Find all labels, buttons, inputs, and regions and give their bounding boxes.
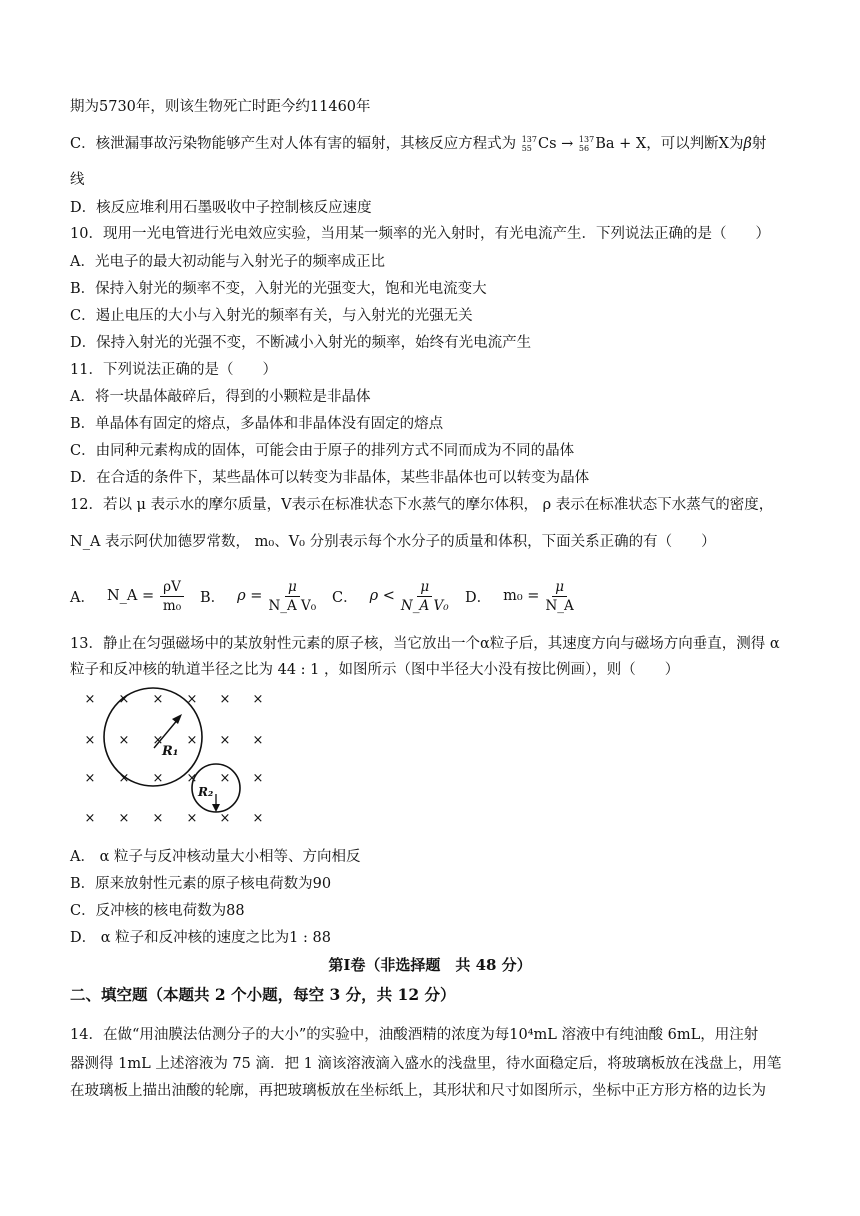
denominator: N_A V₀ <box>268 597 317 614</box>
question-14: 14．在做“用油膜法估测分子的大小”的实验中，油酸酒精的浓度为每10⁴mL 溶液中有纯油酸 6mL，用注射 <box>70 1027 759 1043</box>
field-cross-mark: × <box>84 733 96 748</box>
fraction <box>545 578 573 615</box>
field-cross-mark: × <box>186 692 198 707</box>
field-cross-mark: × <box>219 692 231 707</box>
field-cross-mark: × <box>118 733 130 748</box>
denominator: N_A <box>545 597 574 614</box>
text-segment: C．核泄漏事故污染物能够产生对人体有害的辐射，其核反应方程式为 <box>70 136 517 152</box>
text-segment: ，可以判断X为 <box>646 136 744 152</box>
field-cross-mark: × <box>84 692 96 707</box>
field-cross-mark: × <box>252 771 264 786</box>
field-cross-mark: × <box>252 811 264 826</box>
denominator: N_A V₀ <box>400 597 449 614</box>
cs-symbol: Cs <box>537 136 557 152</box>
section-heading: 二、填空题（本题共 2 个小题，每空 3 分，共 12 分） <box>70 985 456 1004</box>
r1-arrowhead <box>172 714 182 724</box>
numerator: ρV <box>160 578 184 597</box>
fraction <box>401 578 449 615</box>
part-title: 第Ⅰ卷（非选择题 共 48 分） <box>328 956 532 974</box>
question-10: 10．现用一光电管进行光电效应实验，当用某一频率的光入射时，有光电流产生．下列说法正确的是（ ） <box>70 226 770 242</box>
fraction <box>160 578 184 615</box>
option-c-formula[interactable] <box>332 574 449 618</box>
field-cross-mark: × <box>219 733 231 748</box>
field-cross-mark: × <box>186 733 198 748</box>
option-a: A．光电子的最大初动能与入射光子的频率成正比 <box>70 254 385 270</box>
numerator: μ <box>417 578 432 597</box>
question-13-cont: 粒子和反冲核的轨道半径之比为 44 : 1 ，如图所示（图中半径大小没有按比例画），则（ ） <box>70 662 680 678</box>
numerator: μ <box>285 578 300 597</box>
option-d-formula[interactable] <box>465 574 574 618</box>
text-line: 期为5730年，则该生物死亡时距今约11460年 <box>70 99 371 115</box>
option-c-nuclear-equation <box>70 134 766 154</box>
option-label: A． <box>70 589 95 606</box>
formula-lhs: ρ = <box>237 588 263 604</box>
option-c: C．由同种元素构成的固体，可能会由于原子的排列方式不同而成为不同的晶体 <box>70 443 575 459</box>
r1-label: R₁ <box>162 744 179 759</box>
field-cross-mark: × <box>152 811 164 826</box>
ba-symbol: Ba + X <box>595 136 647 152</box>
field-cross-mark: × <box>152 771 164 786</box>
beta-symbol: β <box>743 136 752 152</box>
r2-label: R₂ <box>198 785 214 799</box>
field-cross-mark: × <box>219 811 231 826</box>
option-a: A．将一块晶体敲碎后，得到的小颗粒是非晶体 <box>70 389 371 405</box>
question-11: 11．下列说法正确的是（ ） <box>70 362 277 378</box>
option-d: D．保持入射光的光强不变，不断减小入射光的频率，始终有光电流产生 <box>70 335 532 351</box>
fraction <box>268 578 316 615</box>
question-14-cont: 器测得 1mL 上述溶液为 75 滴．把 1 滴该溶液滴入盛水的浅盘里，待水面稳定后，将玻璃板放在浅盘上，用笔 <box>70 1056 782 1072</box>
field-cross-mark: × <box>118 692 130 707</box>
cs-mass-number: 137 <box>521 135 537 144</box>
formula-lhs: ρ < <box>369 588 395 604</box>
text-line: 线 <box>70 172 85 188</box>
magnetic-field-figure <box>70 684 270 829</box>
question-12-cont: N_A 表示阿伏加德罗常数， m₀、V₀ 分别表示每个水分子的质量和体积，下面关系正确的有（ ） <box>70 534 716 550</box>
field-cross-mark: × <box>84 811 96 826</box>
formula-lhs: m₀ = <box>503 588 540 604</box>
field-cross-mark: × <box>219 771 231 786</box>
option-a-formula[interactable] <box>70 574 184 618</box>
option-b: B．单晶体有固定的熔点，多晶体和非晶体没有固定的熔点 <box>70 416 444 432</box>
denominator: m₀ <box>162 597 182 614</box>
cs-atomic-number: 55 <box>521 144 532 153</box>
option-label: B． <box>200 589 226 606</box>
option-b: B．原来放射性元素的原子核电荷数为90 <box>70 876 332 892</box>
option-d: D． α 粒子和反冲核的速度之比为1 : 88 <box>70 930 331 946</box>
field-cross-mark: × <box>252 692 264 707</box>
option-b-formula[interactable] <box>200 574 316 618</box>
ba-isotope-numbers <box>579 135 594 153</box>
question-14-cont: 在玻璃板上描出油酸的轮廓，再把玻璃板放在坐标纸上，其形状和尺寸如图所示，坐标中正方形方格的边长为 <box>70 1083 766 1099</box>
option-label: D． <box>465 589 492 606</box>
reaction-arrow: → <box>561 136 574 152</box>
cs-isotope-numbers <box>522 135 537 153</box>
field-cross-mark: × <box>186 771 198 786</box>
text-line: D．核反应堆利用石墨吸收中子控制核反应速度 <box>70 200 372 216</box>
question-12: 12．若以 μ 表示水的摩尔质量，V表示在标准状态下水蒸气的摩尔体积， ρ 表示在标准状态下水蒸气的密度， <box>70 497 774 513</box>
numerator: μ <box>552 578 567 597</box>
field-cross-mark: × <box>152 692 164 707</box>
text-segment: 射 <box>751 136 767 152</box>
option-d: D．在合适的条件下，某些晶体可以转变为非晶体，某些非晶体也可以转变为晶体 <box>70 470 590 486</box>
field-cross-mark: × <box>186 811 198 826</box>
field-cross-mark: × <box>84 771 96 786</box>
field-cross-mark: × <box>252 733 264 748</box>
ba-mass-number: 137 <box>578 135 595 144</box>
option-label: C． <box>332 589 358 606</box>
field-cross-mark: × <box>152 733 164 748</box>
option-b: B．保持入射光的频率不变，入射光的光强变大，饱和光电流变大 <box>70 281 487 297</box>
ba-atomic-number: 56 <box>578 144 590 153</box>
formula-lhs: N_A = <box>106 588 155 604</box>
question-13: 13．静止在匀强磁场中的某放射性元素的原子核，当它放出一个α粒子后，其速度方向与磁场方向垂直，测得 α <box>70 636 780 652</box>
option-a: A． α 粒子与反冲核动量大小相等、方向相反 <box>70 849 361 865</box>
field-cross-mark: × <box>118 811 130 826</box>
field-cross-mark: × <box>118 771 130 786</box>
option-c: C．反冲核的核电荷数为88 <box>70 903 245 919</box>
option-c: C．遏止电压的大小与入射光的频率有关，与入射光的光强无关 <box>70 308 473 324</box>
question-12-options <box>70 574 790 618</box>
